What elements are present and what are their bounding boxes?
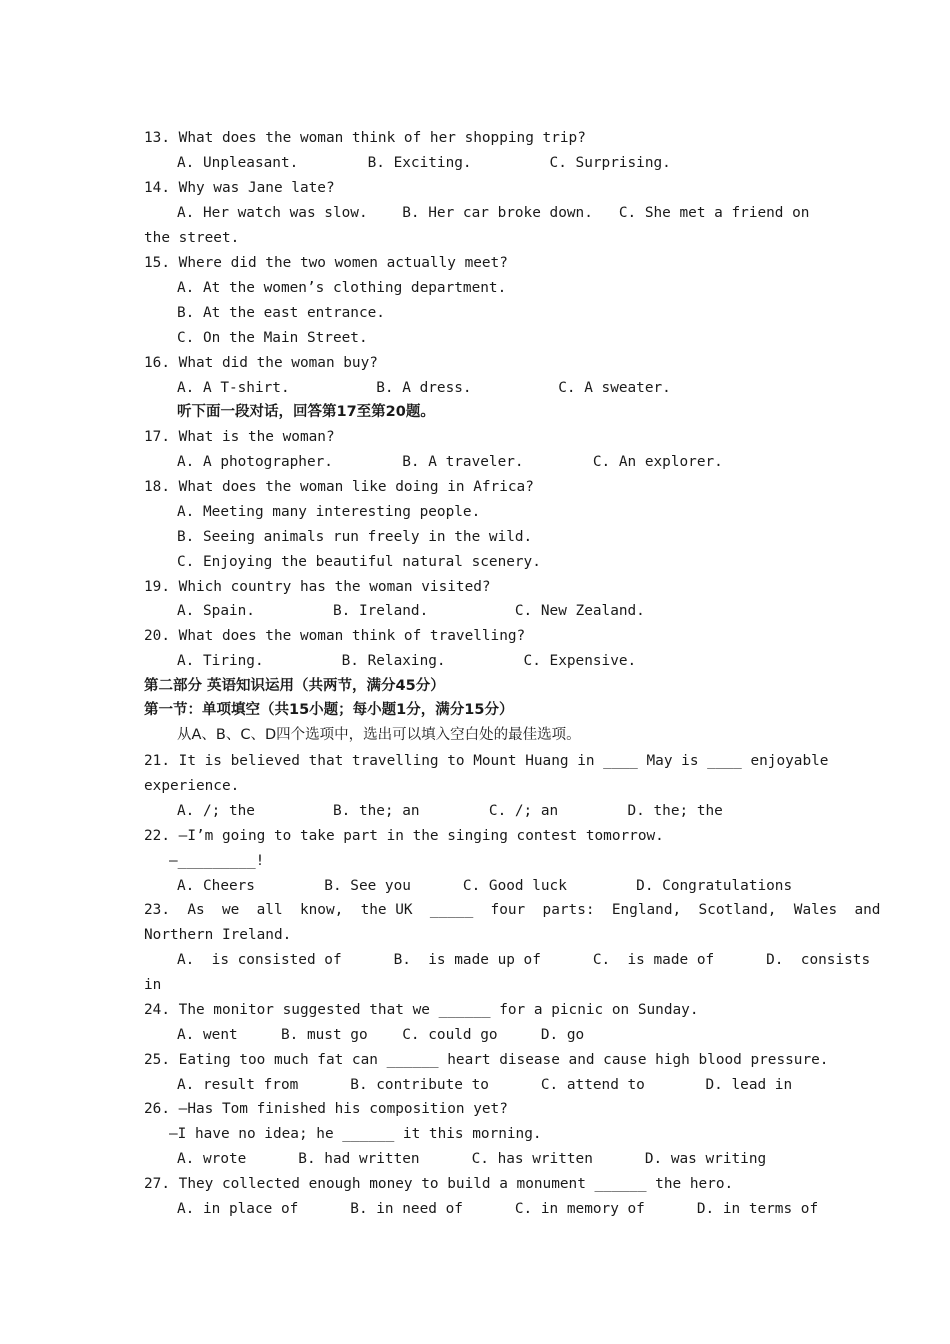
q17-stem: 17. What is the woman? xyxy=(144,429,335,445)
q26-options: A. wrote B. had written C. has written D. was writing xyxy=(177,1151,767,1167)
q23-options: A. is consisted of B. is made up of C. is made of D. consists xyxy=(177,952,871,968)
q13-stem: 13. What does the woman think of her shopping trip? xyxy=(144,130,586,146)
q21-stem-cont: experience. xyxy=(144,778,240,794)
q13-options: A. Unpleasant. B. Exciting. C. Surprising. xyxy=(177,155,671,171)
q27-options: A. in place of B. in need of C. in memory of D. in terms of xyxy=(177,1201,819,1217)
q18-option-b: B. Seeing animals run freely in the wild. xyxy=(177,529,533,545)
section1-instructions: 从A、B、C、D四个选项中，选出可以填入空白处的最佳选项。 xyxy=(177,727,581,743)
section1-title: 第一节：单项填空（共15小题；每小题1分，满分15分） xyxy=(144,702,514,718)
q24-options: A. went B. must go C. could go D. go xyxy=(177,1027,585,1043)
q23-stem: 23. As we all know, the UK _____ four parts: England, Scotland, Wales and xyxy=(144,902,881,918)
q22-options: A. Cheers B. See you C. Good luck D. Congratulations xyxy=(177,878,793,894)
q15-option-b: B. At the east entrance. xyxy=(177,305,385,321)
q19-options: A. Spain. B. Ireland. C. New Zealand. xyxy=(177,603,645,619)
q25-stem: 25. Eating too much fat can ______ heart disease and cause high blood pressure. xyxy=(144,1052,829,1068)
q18-option-a: A. Meeting many interesting people. xyxy=(177,504,481,520)
q20-stem: 20. What does the woman think of travelling? xyxy=(144,628,526,644)
section-heading-17-20: 听下面一段对话，回答第17至第20题。 xyxy=(177,404,435,420)
q16-stem: 16. What did the woman buy? xyxy=(144,355,378,371)
q23-options-cont: in xyxy=(144,977,162,993)
q14-options-cont: the street. xyxy=(144,230,240,246)
q25-options: A. result from B. contribute to C. attend to D. lead in xyxy=(177,1077,793,1093)
q15-option-c: C. On the Main Street. xyxy=(177,330,368,346)
q21-stem: 21. It is believed that travelling to Mount Huang in ____ May is ____ enjoyable xyxy=(144,753,829,769)
part2-title: 第二部分 英语知识运用（共两节，满分45分） xyxy=(144,678,445,694)
q20-options: A. Tiring. B. Relaxing. C. Expensive. xyxy=(177,653,637,669)
q18-option-c: C. Enjoying the beautiful natural scenery. xyxy=(177,554,541,570)
q14-options: A. Her watch was slow. B. Her car broke down. C. She met a friend on xyxy=(177,205,810,221)
q26-stem: 26. —Has Tom finished his composition yet? xyxy=(144,1101,508,1117)
q26-reply: —I have no idea; he ______ it this morning. xyxy=(169,1126,542,1142)
q22-stem: 22. —I’m going to take part in the singing contest tomorrow. xyxy=(144,828,664,844)
q21-options: A. /; the B. the; an C. /; an D. the; the xyxy=(177,803,723,819)
q14-stem: 14. Why was Jane late? xyxy=(144,180,335,196)
q19-stem: 19. Which country has the woman visited? xyxy=(144,579,491,595)
q16-options: A. A T-shirt. B. A dress. C. A sweater. xyxy=(177,380,671,396)
q22-reply: —_________! xyxy=(169,853,265,869)
q15-option-a: A. At the women’s clothing department. xyxy=(177,280,507,296)
q15-stem: 15. Where did the two women actually meet? xyxy=(144,255,508,271)
q24-stem: 24. The monitor suggested that we ______ for a picnic on Sunday. xyxy=(144,1002,699,1018)
q18-stem: 18. What does the woman like doing in Africa? xyxy=(144,479,534,495)
q17-options: A. A photographer. B. A traveler. C. An explorer. xyxy=(177,454,723,470)
q27-stem: 27. They collected enough money to build a monument ______ the hero. xyxy=(144,1176,734,1192)
q23-stem-cont: Northern Ireland. xyxy=(144,927,292,943)
